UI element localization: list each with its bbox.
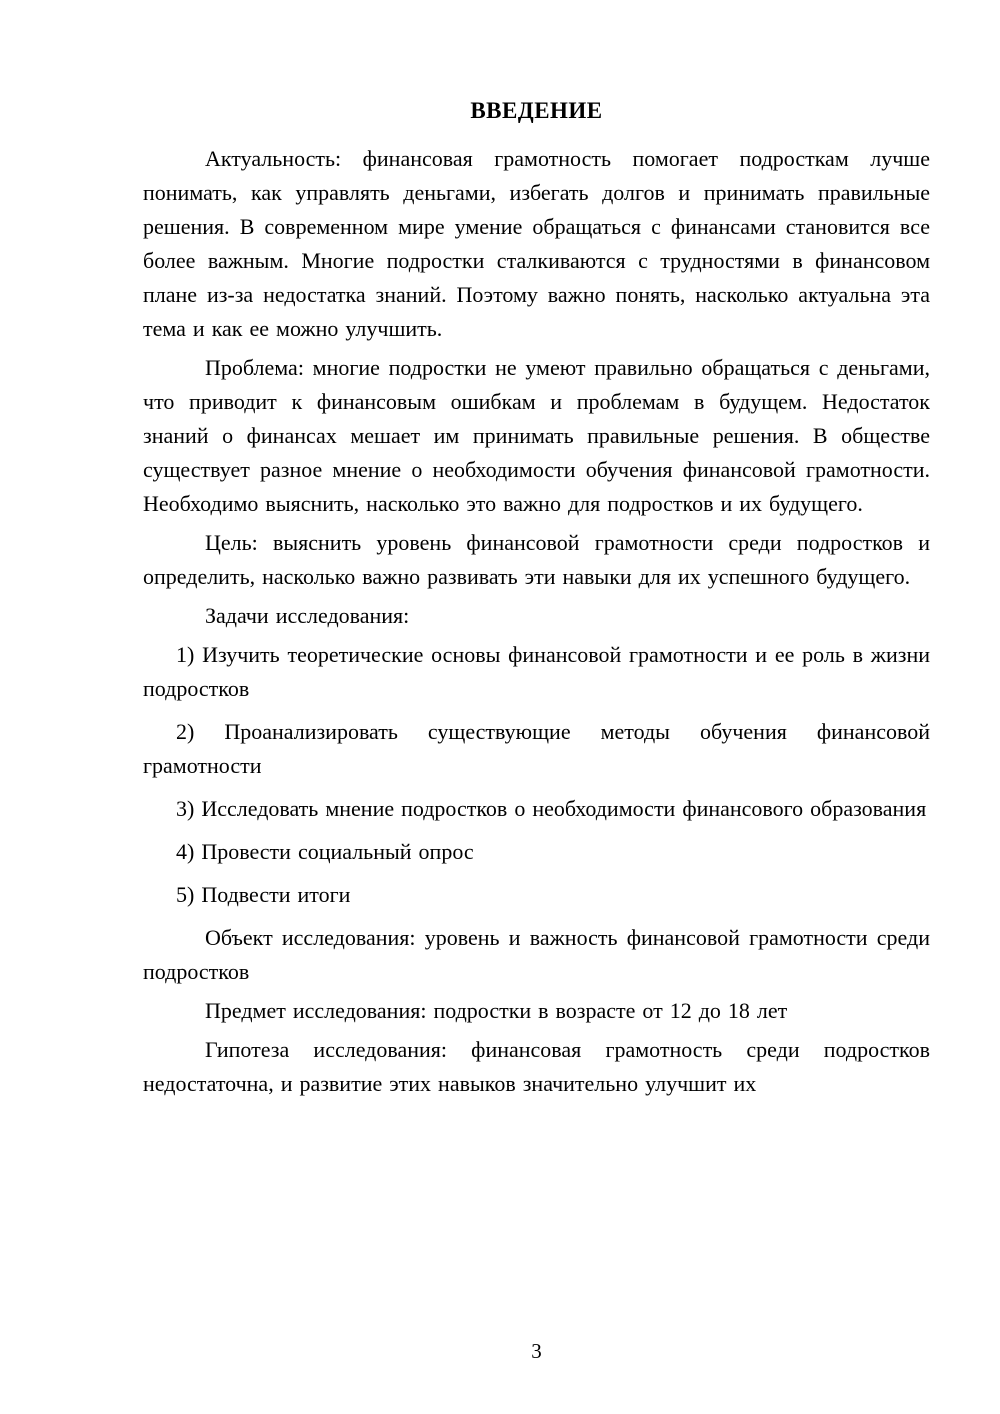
- paragraph-aktualnost: Актуальность: финансовая грамотность помогает подросткам лучше понимать, как управлять деньгами, избегать долгов и принимать правильные решения. В современном мире умение обращаться с финансами становится все более важным. Многие подростки сталкиваются с трудностями в финансовом плане из-за недостатка знаний. Поэтому важно понять, насколько актуальна эта тема и как ее можно улучшить.: [143, 146, 930, 341]
- paragraph-predmet-issledovaniya: Предмет исследования: подростки в возрасте от 12 до 18 лет: [205, 998, 788, 1023]
- page-number: 3: [531, 1339, 542, 1363]
- task-item-4: 4) Провести социальный опрос: [176, 839, 474, 864]
- task-item-1: 1) Изучить теоретические основы финансовой грамотности и ее роль в жизни подростков: [143, 642, 930, 701]
- document-title: ВВЕДЕНИЕ: [470, 98, 603, 123]
- paragraph-zadachi-heading: Задачи исследования:: [205, 603, 410, 628]
- paragraph-problema: Проблема: многие подростки не умеют правильно обращаться с деньгами, что приводит к финансовым ошибкам и проблемам в будущем. Недостаток знаний о финансах мешает им принимать правильные решения. В обществе существует разное мнение о необходимости обучения финансовой грамотности. Необходимо выяснить, насколько это важно для подростков и их будущего.: [143, 355, 930, 516]
- paragraph-tsel: Цель: выяснить уровень финансовой грамотности среди подростков и определить, насколько важно развивать эти навыки для их успешного будущего.: [143, 530, 930, 589]
- paragraph-obekt-issledovaniya: Объект исследования: уровень и важность финансовой грамотности среди подростков: [143, 925, 930, 984]
- paragraph-gipoteza-issledovaniya: Гипотеза исследования: финансовая грамотность среди подростков недостаточна, и развитие этих навыков значительно улучшит их: [143, 1037, 930, 1096]
- task-item-3: 3) Исследовать мнение подростков о необходимости финансового образования: [176, 796, 927, 821]
- task-item-2: 2) Проанализировать существующие методы обучения финансовой грамотности: [143, 719, 930, 778]
- task-item-5: 5) Подвести итоги: [176, 882, 351, 907]
